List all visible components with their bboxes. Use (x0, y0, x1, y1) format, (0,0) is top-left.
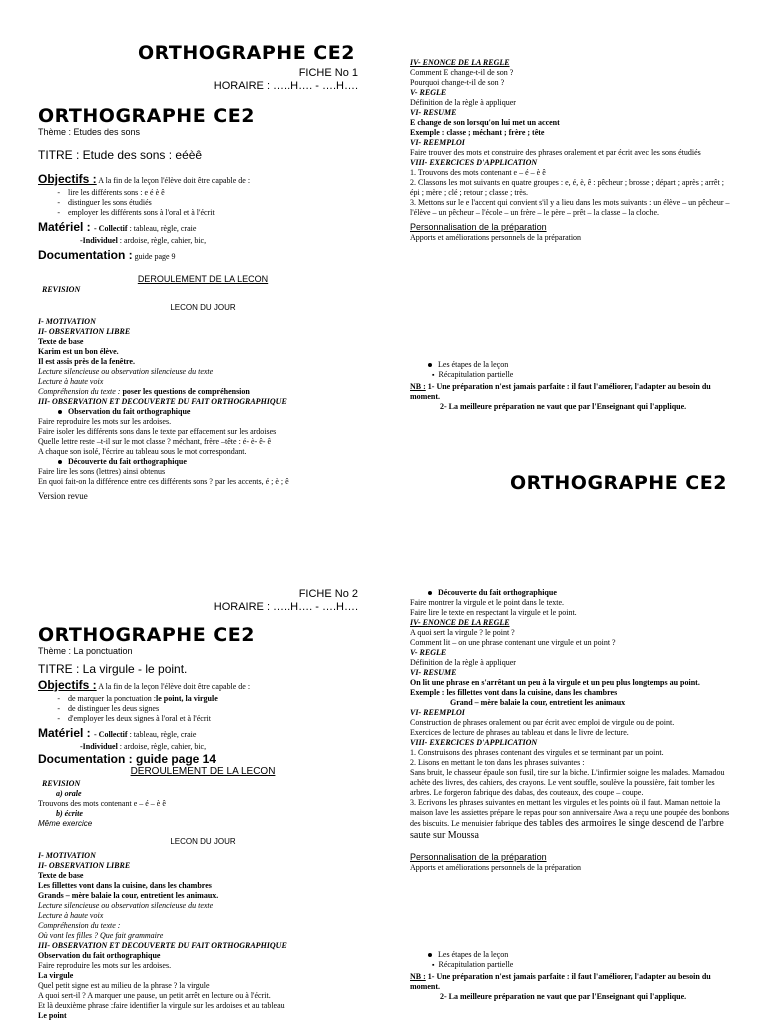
version-revue: Version revue (38, 491, 88, 501)
section-exercices: VIII- EXERCICES D'APPLICATION (410, 738, 538, 747)
text-line: Faire lire le texte en respectant la virgule et le point. (410, 608, 577, 617)
materiel-individuel: -Individuel : ardoise, règle, cahier, bic, (80, 742, 207, 751)
section-resume: VI- RESUME (410, 108, 457, 117)
exercise-line: Sans bruit, le chasseur épaule son fusil, tire sur la biche. L'infirmier soigne les malades. Mamadou achète des livres, des cahiers, des crayons. Le vent souffle, soulève la poussière, fait tomber les arbres. Le forgeron fabrique des dabas, des couteaux, des coupe – coupe. (410, 768, 725, 797)
resume-line: Exemple : classe ; méchant ; frère ; tête (410, 128, 545, 137)
section-reemploi: VI- REEMPLOI (410, 138, 465, 147)
section-motivation: I- MOTIVATION (38, 851, 96, 860)
texte-de-base-label: Texte de base (38, 871, 84, 880)
bullet-icon (428, 591, 432, 595)
bullet-icon (58, 460, 62, 464)
lecture-haute-voix: Lecture à haute voix (38, 911, 104, 920)
documentation: Documentation : guide page 14 (38, 752, 217, 766)
etapes-item: Les étapes de la leçon (410, 360, 730, 370)
theme: Thème : La ponctuation (38, 646, 133, 656)
text-line: A chaque son isolé, l'écrire au tableau sous le mot correspondant. (38, 447, 247, 456)
documentation-label: Documentation : (38, 248, 133, 262)
fiche-title: ORTHOGRAPHE CE2 (38, 624, 255, 646)
texte-de-base-label: Texte de base (38, 337, 84, 346)
objectifs-text: A la fin de la leçon l'élève doit être capable de : (96, 176, 251, 185)
lecon-du-jour-heading: LECON DU JOUR (170, 837, 236, 846)
section-enonce: IV- ENONCE DE LA REGLE (410, 618, 510, 627)
text-line: Comment lit – on une phrase contenant une virgule et un point ? (410, 638, 616, 647)
resume-line: E change de son lorsqu'on lui met un accent (410, 118, 560, 127)
section-regle: V- REGLE (410, 88, 447, 97)
recap-item: ▪ Récapitulation partielle (432, 370, 514, 379)
text-line: Définition de la règle à appliquer (410, 98, 516, 107)
fiche-title: ORTHOGRAPHE CE2 (38, 105, 255, 127)
personnalisation-heading: Personnalisation de la préparation (410, 852, 547, 862)
objective-item: - employer les différents sons à l'oral et à l'écrit (57, 208, 215, 217)
lecon-du-jour-heading: LECON DU JOUR (170, 303, 236, 312)
fiche-1-notes (410, 360, 730, 412)
personnalisation-text: Apports et améliorations personnels de la préparation (410, 233, 582, 242)
text-line: Faire montrer la virgule et le point dans le texte. (410, 598, 565, 607)
text-line: Faire isoler les différents sons dans le texte par effacement sur les ardoises (38, 427, 277, 436)
text-line: Trouvons des mots contenant e – é – è ê (38, 799, 166, 808)
horaire: HORAIRE : …..H…. - ….H…. (213, 601, 358, 613)
fiche-1-left-column (38, 42, 368, 502)
deroulement-heading: DEROULEMENT DE LA LECON (137, 274, 269, 284)
objective-item: - d'employer les deux signes à l'oral et à l'écrit (57, 714, 211, 723)
personnalisation-heading: Personnalisation de la préparation (410, 222, 547, 232)
bullet-icon (428, 363, 432, 367)
base-text-line: Karim est un bon élève. (38, 347, 119, 356)
resume-line: Grand – mère balaie la cour, entretient les animaux (450, 698, 626, 707)
text-line: A quoi sert la virgule ? le point ? (410, 628, 515, 637)
text-line: Quel petit signe est au milieu de la phrase ? la virgule (38, 981, 210, 990)
exercise-line: 2. Classons les mot suivants en quatre groupes : e, é, è, ê : pêcheur ; brosse ; départ ; après ; arrêt ; épi ; mère ; clé ; retour ; classe ; très. (410, 178, 724, 197)
section-exercices: VIII- EXERCICES D'APPLICATION (410, 158, 538, 167)
section-regle: V- REGLE (410, 648, 447, 657)
text-line: Construction de phrases oralement ou par écrit avec emploi de virgule ou de point. (410, 718, 675, 727)
revision-heading: REVISION (42, 285, 81, 294)
sub-bullet-icon: ▪ (432, 961, 435, 969)
exercise-line: 3. Mettons sur le e l'accent qui convient s'il y a lieu dans les mots suivants : un élève – un pêcheur – l'élève – un pêcheur – l'école – un frère – le père – prêt – la classe – la cloche. (410, 198, 730, 217)
exercise-line: 2. Lisons en mettant le ton dans les phrases suivantes : (410, 758, 585, 767)
lecture-silencieuse: Lecture silencieuse ou observation silencieuse du texte (38, 901, 214, 910)
objectifs-label: Objectifs : (38, 678, 97, 692)
lecture-haute-voix: Lecture à haute voix (38, 377, 104, 386)
text-line: Faire trouver des mots et construire des phrases oralement et par écrit avec les sons étudiés (410, 148, 701, 157)
nb-note-2: 2- La meilleure préparation ne vaut que par l'Enseignant qui l'applique. (440, 992, 687, 1001)
orale-heading: a) orale (56, 789, 82, 798)
revision-heading: REVISION (42, 779, 81, 788)
fiche-number: FICHE No 2 (298, 588, 358, 600)
section-observation-libre: II- OBSERVATION LIBRE (38, 327, 131, 336)
materiel-individuel: -Individuel : ardoise, règle, cahier, bic, (80, 236, 207, 245)
section-enonce: IV- ENONCE DE LA REGLE (410, 58, 510, 67)
titre: TITRE : La virgule - le point. (38, 662, 188, 676)
text-line: Exercices de lecture de phrases au tableau et dans le livre de lecture. (410, 728, 629, 737)
theme: Thème : Etudes des sons (38, 127, 141, 137)
materiel: Matériel : - Collectif : tableau, règle, craie (38, 220, 197, 234)
section-motivation: I- MOTIVATION (38, 317, 96, 326)
comprehension-question: Où vont les filles ? Que fait grammaire (38, 931, 164, 940)
decouverte-fait-heading: Découverte du fait orthographique (38, 457, 368, 467)
text-line: Définition de la règle à appliquer (410, 658, 516, 667)
fiche-1-right-column (410, 58, 730, 243)
base-text-line: Grands – mère balaie la cour, entretient les animaux. (38, 891, 219, 900)
text-line: A quoi sert-il ? A marquer une pause, un petit arrêt en lecture ou à l'écrit. (38, 991, 271, 1000)
nb-note: NB : 1- Une préparation n'est jamais parfaite : il faut l'améliorer, l'adapter au besoin du moment. (410, 382, 711, 401)
objective-item: - lire les différents sons : e é è ê (57, 188, 165, 197)
sub-bullet-icon: ▪ (432, 371, 435, 379)
personnalisation-text: Apports et améliorations personnels de la préparation (410, 863, 582, 872)
documentation: Documentation : guide page 9 (38, 248, 176, 262)
virgule-heading: La virgule (38, 971, 74, 980)
fiche-number: FICHE No 1 (298, 67, 358, 79)
text-line: Quelle lettre reste –t-il sur le mot classe ? méchant, frère –tête : é- è- ê- ê (38, 437, 271, 446)
comprehension: Compréhension du texte : (38, 921, 121, 930)
section-observation-decouverte: III- OBSERVATION ET DECOUVERTE DU FAIT ORTHOGRAPHIQUE (38, 397, 287, 406)
point-heading: Le point (38, 1011, 67, 1020)
main-title: ORTHOGRAPHE CE2 (138, 42, 355, 64)
materiel: Matériel : - Collectif : tableau, règle, craie (38, 726, 197, 740)
etapes-item: Les étapes de la leçon (410, 950, 730, 960)
text-line: Faire reproduire les mots sur les ardoises. (38, 961, 172, 970)
observation-fait-heading: Observation du fait orthographique (38, 951, 161, 960)
base-text-line: Il est assis près de la fenêtre. (38, 357, 135, 366)
fiche-2-notes (410, 950, 730, 1002)
titre: TITRE : Etude des sons : eéèê (38, 148, 203, 162)
meme-exercice: Même exercice (38, 819, 93, 828)
base-text-line: Les fillettes vont dans la cuisine, dans les chambres (38, 881, 212, 890)
resume-line: On lit une phrase en s'arrêtant un peu à la virgule et un peu plus longtemps au point. (410, 678, 700, 687)
objective-item: - distinguer les sons étudiés (57, 198, 152, 207)
text-line: Comment E change-t-il de son ? (410, 68, 514, 77)
bullet-icon (428, 953, 432, 957)
section-observation-decouverte: III- OBSERVATION ET DECOUVERTE DU FAIT ORTHOGRAPHIQUE (38, 941, 287, 950)
objectifs (38, 170, 368, 188)
fiche-2-right-column (410, 588, 730, 873)
text-line: Pourquoi change-t-il de son ? (410, 78, 505, 87)
exercise-line: 1. Construisons des phrases contenant des virgules et se terminant par un point. (410, 748, 664, 757)
decouverte-fait-heading: Découverte du fait orthographique (410, 588, 730, 598)
comprehension: Compréhension du texte : poser les questions de compréhension (38, 387, 250, 396)
text-line: Et là deuxième phrase :faire identifier la virgule sur les ardoises et au tableau (38, 1001, 285, 1010)
nb-note-2: 2- La meilleure préparation ne vaut que par l'Enseignant qui l'applique. (440, 402, 687, 411)
exercise-line: 3. Ecrivons les phrases suivantes en mettant les virgules et les points où il faut. Maman nettoie la maison lave les assiettes prépare le repas pour son anniversaire Awa a reçu une poupée des bonbons des biscuits. Le menuisier fabrique des tables des armoires le singe descend de l'arbre saute sur Moussa (410, 798, 730, 841)
materiel-label: Matériel : (38, 220, 95, 234)
text-line: En quoi fait-on la différence entre ces différents sons ? par les accents, é ; è ; ê (38, 477, 289, 486)
fiche-2-left-column (38, 588, 368, 1021)
repeated-title: ORTHOGRAPHE CE2 (510, 472, 727, 494)
observation-fait-heading: Observation du fait orthographique (38, 407, 368, 417)
text-line: Faire lire les sons (lettres) ainsi obtenus (38, 467, 166, 476)
resume-line: Exemple : les fillettes vont dans la cuisine, dans les chambres (410, 688, 618, 697)
exercise-line: 1. Trouvons des mots contenant e – é – è ê (410, 168, 546, 177)
lecture-silencieuse: Lecture silencieuse ou observation silencieuse du texte (38, 367, 214, 376)
ecrite-heading: b) écrite (56, 809, 83, 818)
section-resume: VI- RESUME (410, 668, 457, 677)
bullet-icon (58, 410, 62, 414)
recap-item: ▪ Récapitulation partielle (432, 960, 514, 969)
objectifs-label: Objectifs : (38, 172, 97, 186)
deroulement-heading: DEROULEMENT DE LA LECON (130, 766, 276, 777)
objectifs: Objectifs : A la fin de la leçon l'élève doit être capable de : (38, 678, 251, 692)
objective-item: - de distinguer les deus signes (57, 704, 160, 713)
objective-item: - de marquer la ponctuation : le point, la virgule (57, 694, 218, 703)
text-line: Faire reproduire les mots sur les ardoises. (38, 417, 172, 426)
horaire: HORAIRE : …..H…. - ….H…. (213, 80, 358, 92)
nb-note: NB : 1- Une préparation n'est jamais parfaite : il faut l'améliorer, l'adapter au besoin du moment. (410, 972, 711, 991)
section-reemploi: VI- REEMPLOI (410, 708, 465, 717)
section-observation-libre: II- OBSERVATION LIBRE (38, 861, 131, 870)
